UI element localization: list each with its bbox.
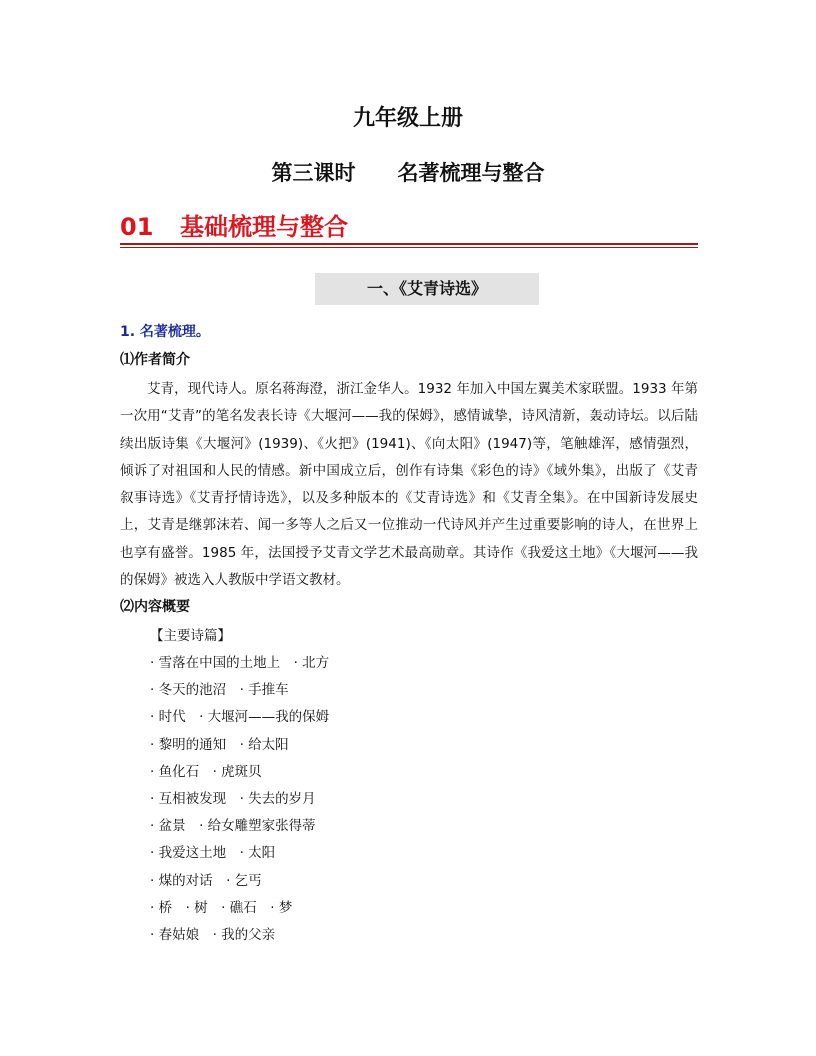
author-heading: ⑴作者简介 <box>120 352 190 368</box>
poem-row: · 盆景 · 给女雕塑家张得蒂 <box>150 818 316 835</box>
content-heading: ⑵内容概要 <box>120 599 190 615</box>
section-title: 基础梳理与整合 <box>180 213 348 241</box>
poem-row: · 我爱这土地 · 太阳 <box>150 845 276 862</box>
poem-row: · 鱼化石 · 虎斑贝 <box>150 763 262 780</box>
poem-row: · 春姑娘 · 我的父亲 <box>150 926 276 943</box>
item-heading: 1. 名著梳理。 <box>120 324 210 340</box>
author-paragraph: 艾青，现代诗人。原名蒋海澄，浙江金华人。1932 年加入中国左翼美术家联盟。1933 年第一次用“艾青”的笔名发表长诗《大堰河——我的保姆》，感情诚挚，诗风清新，轰动诗坛。以后陆续出版诗集《大堰河》(1939)、《火把》(1941)、《向太阳》(1947)等，笔触雄浑，感情强烈，倾诉了对祖国和人民的情感。新中国成立后，创作有诗集《彩色的诗》《域外集》，出版了《艾青叙事诗选》《艾青抒情诗选》，以及多种版本的《艾青诗选》和《艾青全集》。在中国新诗发展史上，艾青是继郭沫若、闻一多等人之后又一位推动一代诗风并产生过重要影响的诗人，在世界上也享有盛誉。1985 年，法国授予艾青文学艺术最高勋章。其诗作《我爱这土地》《大堰河——我的保姆》被选入人教版中学语文教材。 <box>120 381 698 589</box>
lesson-subtitle: 第三课时 名著梳理与整合 <box>271 161 545 185</box>
poem-row: · 时代 · 大堰河——我的保姆 <box>150 709 330 726</box>
poem-row: · 黎明的通知 · 给太阳 <box>150 736 289 753</box>
section-rule-thick <box>120 243 698 245</box>
poem-list <box>150 650 329 949</box>
section-heading <box>120 212 698 242</box>
poem-row: · 煤的对话 · 乞丐 <box>150 872 262 889</box>
section-rule-thin <box>120 247 698 248</box>
poem-row: · 雪落在中国的土地上 · 北方 <box>150 655 330 671</box>
page-title: 九年级上册 <box>352 106 463 131</box>
poems-label: 【主要诗篇】 <box>150 628 231 644</box>
poem-row: · 桥 · 树 · 礁石 · 梦 <box>150 899 293 916</box>
poem-row: · 冬天的池沼 · 手推车 <box>150 682 289 699</box>
poem-row: · 互相被发现 · 失去的岁月 <box>150 790 316 807</box>
topic-title-box: 一、《艾青诗选》 <box>315 273 539 305</box>
section-number: 01 <box>120 213 154 241</box>
